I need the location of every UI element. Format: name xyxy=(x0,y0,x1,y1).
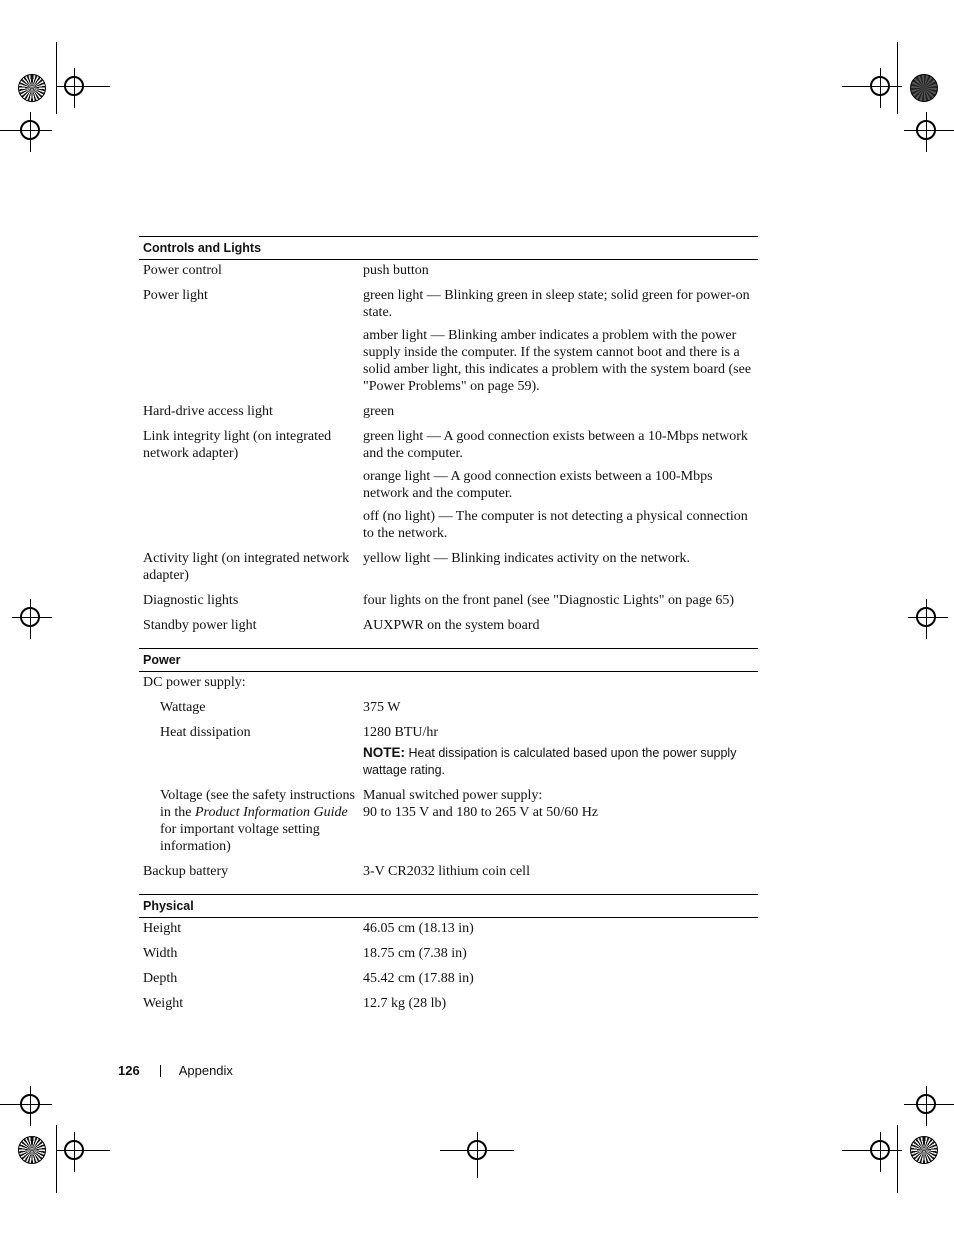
crop-mark xyxy=(56,1125,57,1193)
registration-mark-icon xyxy=(64,76,84,96)
registration-mark-icon xyxy=(870,1140,890,1160)
row-value: Manual switched power supply: xyxy=(363,788,543,803)
registration-mark-icon xyxy=(916,607,936,627)
registration-mark-icon xyxy=(467,1140,487,1160)
crop-mark xyxy=(897,1125,898,1193)
table-row xyxy=(139,403,758,420)
color-rosette-icon xyxy=(18,1136,46,1164)
row-label: Link integrity light (on integrated network adapter) xyxy=(143,429,332,461)
footer-section: Appendix xyxy=(178,1063,233,1078)
power-rows xyxy=(139,672,758,880)
color-rosette-icon xyxy=(910,74,938,102)
row-value: yellow light — Blinking indicates activity on the network. xyxy=(363,551,691,566)
row-label: Heat dissipation xyxy=(160,725,251,740)
color-rosette-icon xyxy=(18,74,46,102)
controls-lights-rows xyxy=(139,260,758,634)
row-label: Backup battery xyxy=(143,864,229,879)
table-row xyxy=(139,592,758,609)
table-row xyxy=(139,550,758,584)
row-value: 1280 BTU/hr xyxy=(363,725,439,740)
spec-table xyxy=(139,236,758,1012)
row-value: amber light — Blinking amber indicates a problem with the power supply inside the computer. If the system cannot boot and there is a solid amber light, this indicates a problem with the system board (see "Power Problems" on page 59). xyxy=(363,328,752,394)
table-row xyxy=(139,945,758,962)
row-value: green light — A good connection exists between a 10-Mbps network and the computer. xyxy=(363,429,748,461)
table-row xyxy=(139,262,758,279)
table-row xyxy=(139,920,758,937)
row-label: DC power supply: xyxy=(143,675,246,690)
row-label: Height xyxy=(143,921,182,936)
row-value: 46.05 cm (18.13 in) xyxy=(363,921,474,936)
registration-mark-icon xyxy=(870,76,890,96)
row-label: Weight xyxy=(143,996,184,1011)
row-value: 375 W xyxy=(363,700,401,715)
row-label: Power light xyxy=(143,288,208,303)
row-label: Wattage xyxy=(160,700,206,715)
registration-mark-icon xyxy=(916,1094,936,1114)
section-header-physical: Physical xyxy=(139,894,758,918)
row-value: AUXPWR on the system board xyxy=(363,618,540,633)
section-header-power: Power xyxy=(139,648,758,672)
row-label: Hard-drive access light xyxy=(143,404,273,419)
color-rosette-icon xyxy=(910,1136,938,1164)
table-row xyxy=(139,995,758,1012)
row-label: Power control xyxy=(143,263,222,278)
row-value: orange light — A good connection exists between a 100-Mbps network and the computer. xyxy=(363,469,713,501)
voltage-label-guide: Product Information Guide xyxy=(195,805,348,820)
table-row xyxy=(139,724,758,779)
crop-mark xyxy=(56,42,57,114)
row-value: off (no light) — The computer is not detecting a physical connection to the network. xyxy=(363,509,748,541)
row-value: four lights on the front panel (see "Diagnostic Lights" on page 65) xyxy=(363,593,735,608)
registration-mark-icon xyxy=(20,607,40,627)
row-value: 3-V CR2032 lithium coin cell xyxy=(363,864,530,879)
physical-rows xyxy=(139,918,758,1012)
row-label: Activity light (on integrated network adapter) xyxy=(143,551,350,583)
registration-mark-icon xyxy=(20,120,40,140)
note-text: Heat dissipation is calculated based upon the power supply wattage rating. xyxy=(363,746,737,777)
row-value: push button xyxy=(363,263,429,278)
table-row xyxy=(139,428,758,542)
row-label: Diagnostic lights xyxy=(143,593,239,608)
row-value: 18.75 cm (7.38 in) xyxy=(363,946,467,961)
table-row xyxy=(139,787,758,855)
section-header-controls-lights: Controls and Lights xyxy=(139,236,758,260)
registration-mark-icon xyxy=(64,1140,84,1160)
table-row xyxy=(139,863,758,880)
registration-mark-icon xyxy=(20,1094,40,1114)
row-value: green light — Blinking green in sleep state; solid green for power-on state. xyxy=(363,288,750,320)
note-label: NOTE: xyxy=(363,745,405,760)
row-label: Standby power light xyxy=(143,618,257,633)
registration-mark-icon xyxy=(916,120,936,140)
row-value: 45.42 cm (17.88 in) xyxy=(363,971,474,986)
row-label: Width xyxy=(143,946,178,961)
voltage-label-end: for important voltage setting information) xyxy=(160,822,320,854)
voltage-label-start: Voltage (see the safety instructions in the xyxy=(160,788,355,820)
table-row xyxy=(139,970,758,987)
table-row xyxy=(139,617,758,634)
footer-divider xyxy=(160,1065,161,1077)
table-row xyxy=(139,674,758,691)
row-value: 12.7 kg (28 lb) xyxy=(363,996,447,1011)
row-label: Depth xyxy=(143,971,178,986)
note xyxy=(363,744,754,779)
page-footer xyxy=(118,1063,233,1078)
row-label xyxy=(139,787,363,855)
page-number: 126 xyxy=(118,1063,140,1078)
row-value: 90 to 135 V and 180 to 265 V at 50/60 Hz xyxy=(363,805,599,820)
crop-mark xyxy=(897,42,898,114)
row-value: green xyxy=(363,404,395,419)
table-row xyxy=(139,287,758,395)
table-row xyxy=(139,699,758,716)
